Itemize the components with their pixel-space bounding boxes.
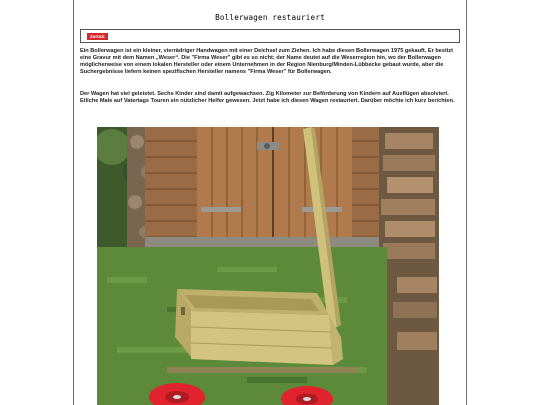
- wagon-photo: [97, 127, 439, 405]
- history-paragraph: Der Wagen hat viel geleistet. Sechs Kinder sind damit aufgewachsen. Zig Kilometer zur Beförderung von Kindern auf Ausflügen absolviert. Etliche Male auf Vatertags Touren ein nützlicher Helfer gewesen. Jetzt habe ich diesen Wagen restauriert. Darüber möchte ich kurz berichten.: [80, 91, 455, 105]
- navigation-bar: [80, 29, 460, 43]
- page-title: Bollerwagen restauriert: [215, 13, 325, 22]
- page-container: [73, 0, 467, 405]
- back-button[interactable]: Zurück: [87, 33, 108, 40]
- intro-paragraph: Ein Bollerwagen ist ein kleiner, vierrädriger Handwagen mit einer Deichsel zum Ziehen. Ich habe diesen Bollerwagen 1975 gekauft. Er besitzt eine Gravur mit dem Namen „Weser“. Die "Firma Weser" gibt es so nicht; der Name deutet auf die Weserregion hin, wo der Bollerwagen möglicherweise von einem lokalen Hersteller oder einem Unternehmen in der Region Nienburg/Minden-Lübbecke gebaut wurde, aber die Suchergebnisse liefern keinen spezifischen Hersteller namens "Firma Weser" für Bollerwagen.: [80, 48, 454, 76]
